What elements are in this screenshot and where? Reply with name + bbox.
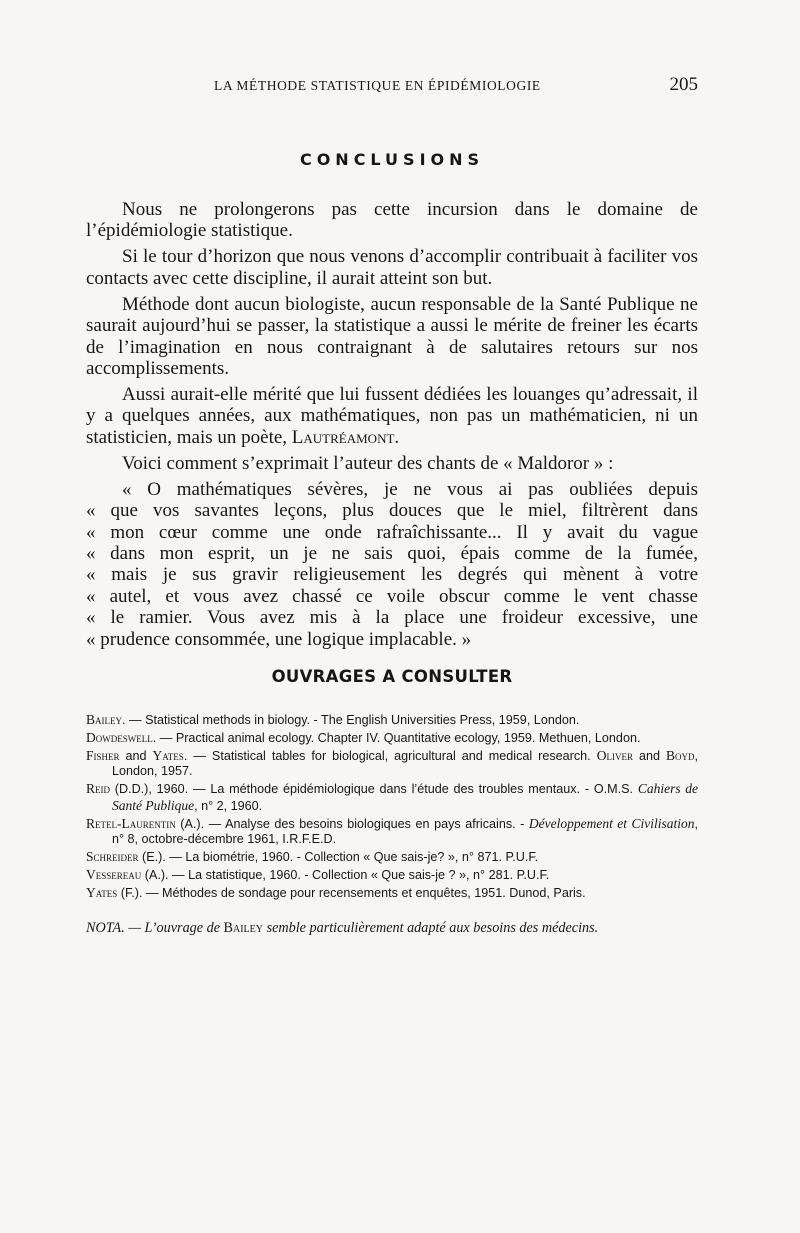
ref-publisher: Boyd	[665, 748, 695, 763]
author-name: Lautréamont	[291, 426, 395, 448]
paragraph-end: .	[394, 426, 400, 448]
paragraph: Méthode dont aucun biologiste, aucun responsable de la Santé Publique ne saurait aujourd’hui se passer, la statistique a aussi le mérite de freiner les écarts de l’imagination en nous contraignant à de salutaires retours sur nos accomplissements.	[86, 293, 698, 380]
ref-text: (A.). — La statistique, 1960. - Collection « Que sais-je ? », n° 281. P.U.F.	[141, 868, 550, 883]
ref-text: , London, 1957.	[112, 749, 698, 779]
ref-conjunction: and	[632, 749, 666, 763]
ref-author: Yates	[86, 885, 118, 901]
ref-text: , n° 8, octobre-décembre 1961, I.R.F.E.D.	[112, 816, 698, 847]
conclusions-heading: CONCLUSIONS	[299, 150, 485, 169]
quote-line: « O mathématiques sévères, je ne vous ai pas oubliées depuis	[122, 478, 698, 500]
ref-text: . — Statistical methods in biology. - The English Universities Press, 1959, London.	[122, 713, 580, 727]
reference-item	[86, 712, 698, 728]
ref-text: (D.D.), 1960. — La méthode épidémiologique dans l’étude des troubles mentaux. - O.M.S.	[110, 782, 638, 797]
ref-text: , n° 2, 1960.	[194, 798, 263, 813]
paragraph	[86, 384, 698, 448]
quote-line: « que vos savantes leçons, plus douces que le miel, filtrèrent dans	[86, 500, 698, 522]
ref-author: Vessereau	[86, 867, 142, 883]
ref-author: Bailey	[86, 712, 122, 727]
ref-publisher: Oliver	[596, 748, 633, 763]
quote-line: « mon cœur comme une onde rafraîchissante... Il y avait du vague	[86, 521, 698, 543]
ref-author: Retel-Laurentin	[86, 815, 176, 831]
ref-author: Yates	[152, 748, 184, 763]
ref-text: . — Practical animal ecology. Chapter IV. Quantitative ecology, 1959. Methuen, London.	[152, 731, 641, 745]
nota-label: NOTA.	[86, 920, 125, 936]
ref-author: Dowdeswell	[86, 730, 153, 745]
quote-line: « autel, et vous avez chassé ce voile obscur comme le vent chasse	[86, 585, 698, 607]
ref-conjunction: and	[119, 749, 153, 763]
conclusions-body	[86, 199, 698, 650]
ref-text: (A.). — Analyse des besoins biologiques en pays africains. -	[175, 816, 529, 831]
paragraph: Si le tour d’horizon que nous venons d’accomplir contribuait à faciliter vos contacts avec cette discipline, il aurait atteint son but.	[86, 246, 698, 289]
paragraph: Voici comment s’exprimait l’auteur des chants de « Maldoror » :	[122, 452, 614, 474]
nota-author: Bailey	[223, 920, 264, 936]
ref-author: Fisher	[86, 748, 120, 763]
reference-item	[86, 748, 698, 780]
nota-text: — L’ouvrage de	[124, 920, 224, 936]
ref-journal: Cahiers de Santé Publique	[112, 781, 698, 813]
reference-item	[86, 849, 698, 865]
reference-item	[86, 885, 698, 901]
ref-text: (F.). — Méthodes de sondage pour recensements et enquêtes, 1951. Dunod, Paris.	[117, 886, 586, 901]
quote-line: « prudence consommée, une logique implacable. »	[86, 628, 472, 650]
reference-item	[86, 781, 698, 814]
maldoror-quote	[86, 479, 698, 650]
nota-text: semble particulièrement adapté aux besoins des médecins.	[263, 920, 599, 936]
references-heading: OUVRAGES A CONSULTER	[271, 667, 513, 686]
quote-line: « dans mon esprit, un je ne sais quoi, épais comme de la fumée,	[86, 543, 698, 565]
running-head	[86, 74, 698, 98]
ref-author: Schreider	[86, 849, 139, 865]
quote-line: « le ramier. Vous avez mis à la place une froideur excessive, une	[86, 607, 698, 629]
nota-note	[86, 920, 698, 936]
reference-item	[86, 816, 698, 848]
ref-journal: Développement et Civilisation	[528, 815, 695, 831]
paragraph-text: Aussi aurait-elle mérité que lui fussent dédiées les louanges qu’adressait, il y a quelques années, aux mathématiques, non pas un mathématicien, ni un statisticien, mais un poète,	[86, 384, 698, 448]
ref-author: Reid	[86, 781, 110, 797]
paragraph: Nous ne prolongerons pas cette incursion dans le domaine de l’épidémiologie statistique.	[86, 199, 698, 242]
ref-text: (E.). — La biométrie, 1960. - Collection « Que sais-je? », n° 871. P.U.F.	[138, 850, 539, 865]
running-title: LA MÉTHODE STATISTIQUE EN ÉPIDÉMIOLOGIE	[214, 78, 541, 93]
page-number: 205	[669, 74, 698, 95]
reference-item	[86, 730, 698, 746]
quote-line: « mais je sus gravir religieusement les degrés qui mènent à votre	[86, 564, 698, 586]
ref-text: . — Statistical tables for biological, agricultural and medical research.	[183, 749, 597, 763]
references-list	[86, 712, 698, 903]
reference-item	[86, 867, 698, 883]
